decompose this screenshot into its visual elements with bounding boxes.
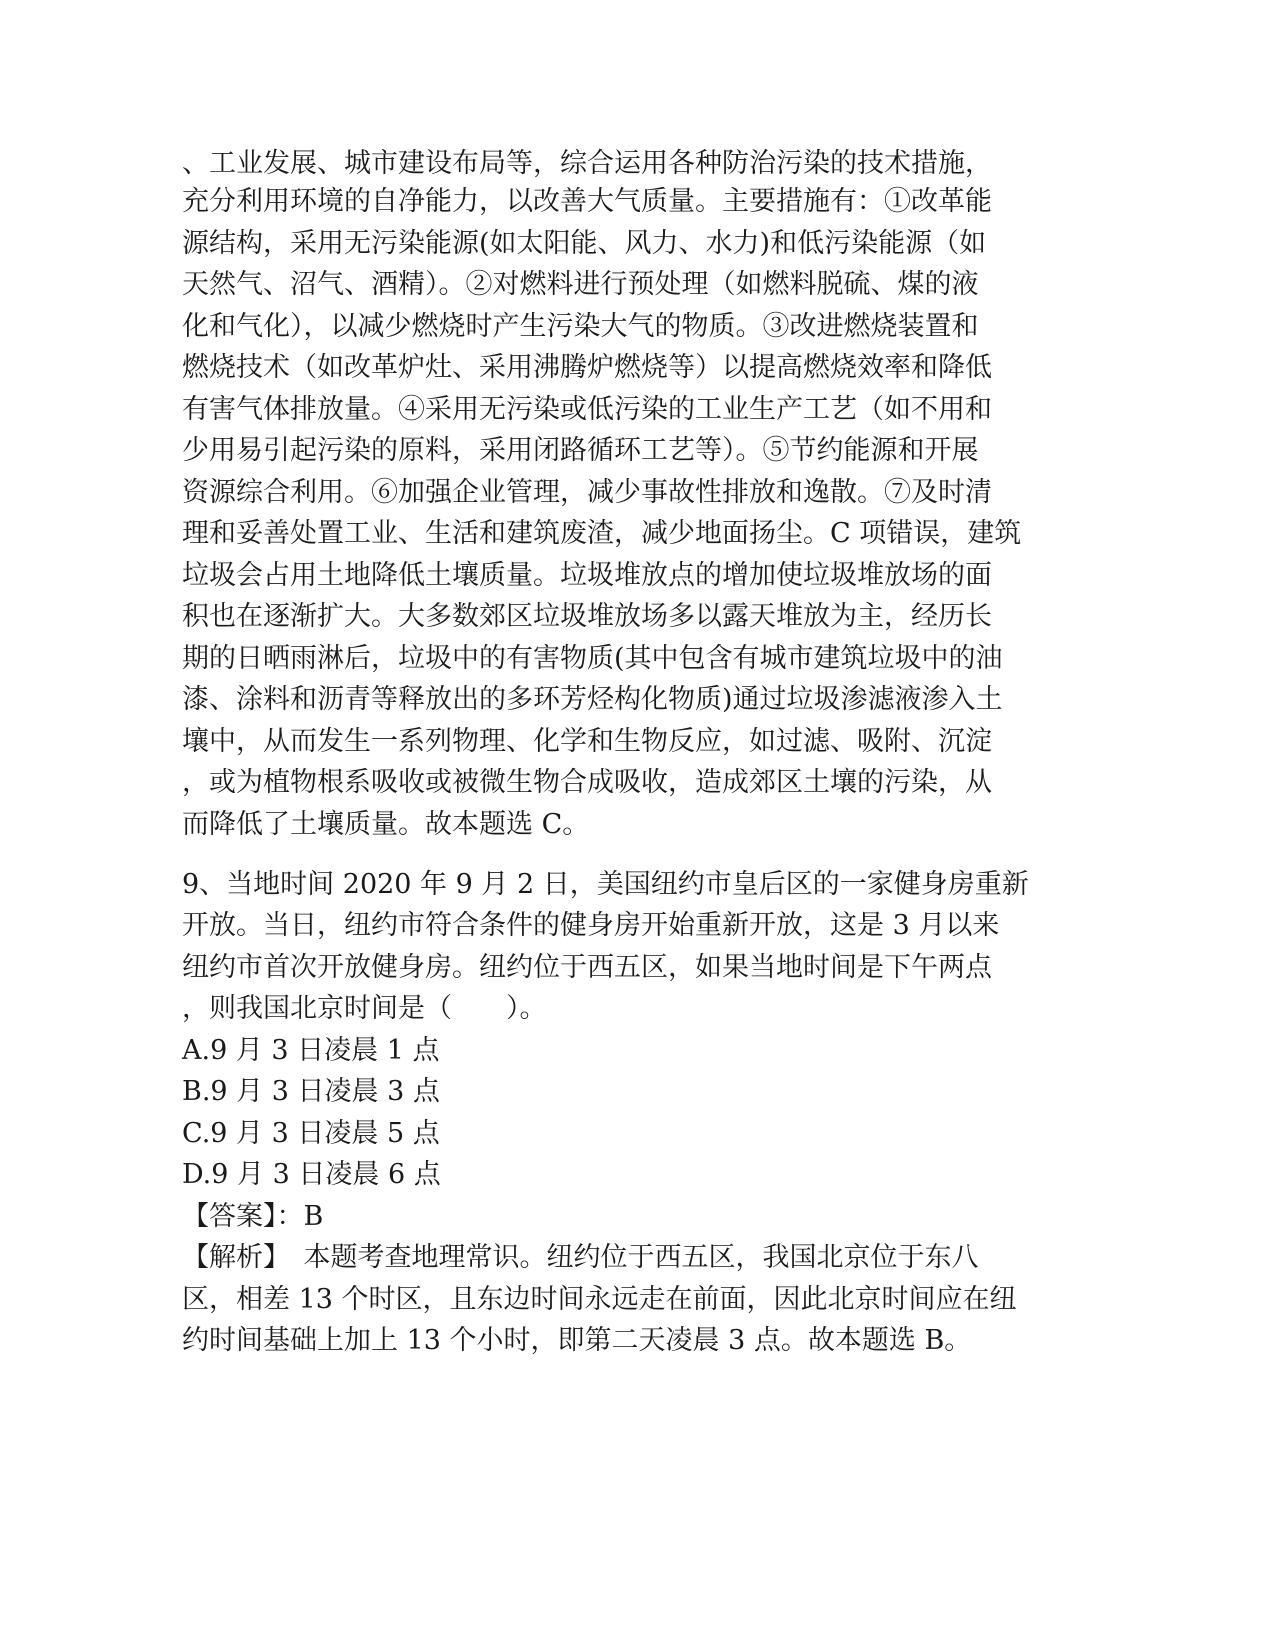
analysis-line: 【解析】 本题考查地理常识。纽约位于西五区，我国北京位于东八 — [182, 1242, 979, 1273]
explanation-line: 理和妥善处置工业、生活和建筑废渣，减少地面扬尘。C 项错误，建筑 — [182, 518, 1022, 549]
explanation-line: 壤中，从而发生一系列物理、化学和生物反应，如过滤、吸附、沉淀 — [182, 726, 992, 757]
question-stem-line: ，则我国北京时间是（ ）。 — [182, 993, 547, 1024]
explanation-line: 燃烧技术（如改革炉灶、采用沸腾炉燃烧等）以提高燃烧效率和降低 — [182, 352, 992, 383]
explanation-line: 源结构，采用无污染能源(如太阳能、风力、水力)和低污染能源（如 — [182, 228, 987, 259]
option-d: D.9 月 3 日凌晨 6 点 — [182, 1159, 441, 1190]
explanation-line: 化和气化），以减少燃烧时产生污染大气的物质。③改进燃烧装置和 — [182, 311, 979, 342]
answer: 【答案】：B — [182, 1201, 324, 1232]
explanation-line: 、工业发展、城市建设布局等，综合运用各种防治污染的技术措施， — [182, 148, 992, 179]
explanation-line: ，或为植物根系吸收或被微生物合成吸收，造成郊区土壤的污染，从 — [182, 767, 992, 798]
explanation-line: 而降低了土壤质量。故本题选 C。 — [182, 809, 590, 840]
explanation-line: 积也在逐渐扩大。大多数郊区垃圾堆放场多以露天堆放为主，经历长 — [182, 601, 992, 632]
option-a: A.9 月 3 日凌晨 1 点 — [182, 1035, 440, 1066]
explanation-line: 期的日晒雨淋后，垃圾中的有害物质(其中包含有城市建筑垃圾中的油 — [182, 643, 1003, 674]
explanation-line: 充分利用环境的自净能力，以改善大气质量。主要措施有：①改革能 — [182, 186, 992, 217]
explanation-line: 有害气体排放量。④采用无污染或低污染的工业生产工艺（如不用和 — [182, 394, 992, 425]
explanation-line: 天然气、沼气、酒精）。②对燃料进行预处理（如燃料脱硫、煤的液 — [182, 269, 979, 300]
analysis-line: 约时间基础上加上 13 个小时，即第二天凌晨 3 点。故本题选 B。 — [182, 1325, 972, 1356]
question-stem-line: 开放。当日，纽约市符合条件的健身房开始重新开放，这是 3 月以来 — [182, 910, 1000, 941]
explanation-line: 少用易引起污染的原料，采用闭路循环工艺等）。⑤节约能源和开展 — [182, 435, 979, 466]
option-c: C.9 月 3 日凌晨 5 点 — [182, 1118, 440, 1149]
question-stem-line: 9、当地时间 2020 年 9 月 2 日，美国纽约市皇后区的一家健身房重新 — [182, 869, 1029, 900]
explanation-line: 资源综合利用。⑥加强企业管理，减少事故性排放和逸散。⑦及时清 — [182, 477, 992, 508]
explanation-line: 漆、涂料和沥青等释放出的多环芳烃构化物质)通过垃圾渗滤液渗入土 — [182, 684, 1003, 715]
explanation-line: 垃圾会占用土地降低土壤质量。垃圾堆放点的增加使垃圾堆放场的面 — [182, 560, 992, 591]
option-b: B.9 月 3 日凌晨 3 点 — [182, 1076, 440, 1107]
analysis-line: 区，相差 13 个时区，且东边时间永远走在前面，因此北京时间应在纽 — [182, 1284, 1017, 1315]
question-stem-line: 纽约市首次开放健身房。纽约位于西五区，如果当地时间是下午两点 — [182, 952, 992, 983]
